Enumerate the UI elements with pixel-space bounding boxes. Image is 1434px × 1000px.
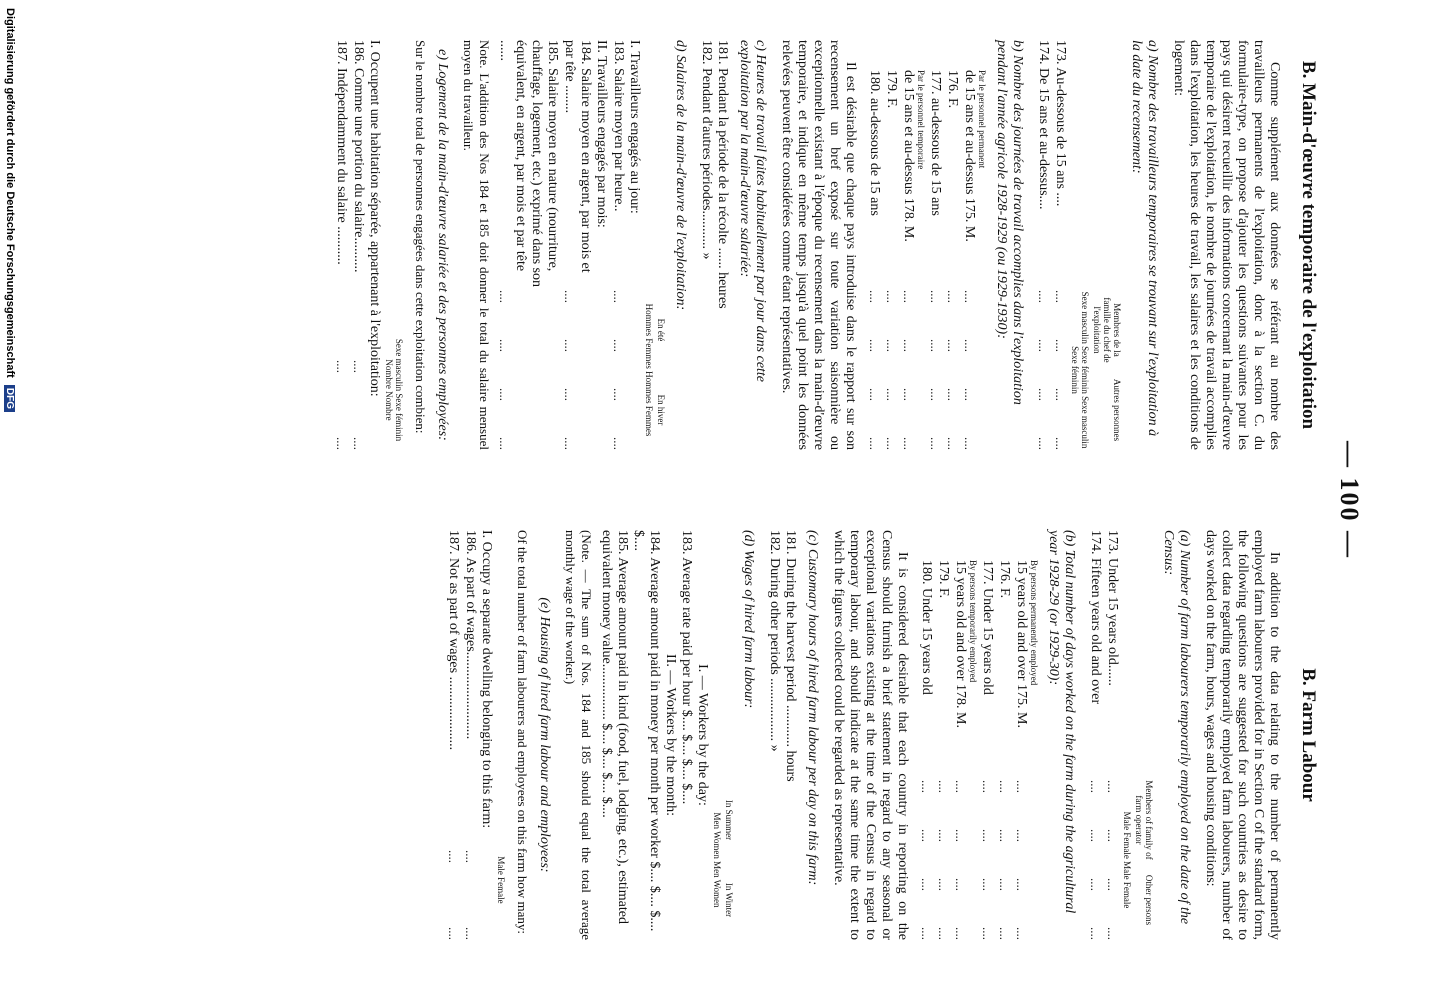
en-q177: 177. Under 15 years old .... .... .... ....	[980, 560, 995, 940]
en-b-perm: By persons permanently employed	[1029, 560, 1039, 686]
page-number: — 100 —	[1335, 441, 1364, 559]
fr-c-heading: c) Heures de travail faites habituellement par jour dans cette exploitation par la main-d'œuvre salariée:	[737, 40, 768, 383]
fr-q175: de 15 ans et au-dessus 175. M. .... .... .... ....	[962, 70, 977, 450]
en-a-col1: Members of family of farm operator	[1134, 780, 1154, 860]
en-q176: 176. F. .... .... .... ....	[997, 560, 1012, 940]
fr-e-i: I. Occupent une habitation séparée, appartenant à l'exploitation:	[367, 40, 382, 397]
fr-e-text: Sur le nombre total de personnes engagées dans cette exploitation combien:	[413, 40, 428, 434]
fr-d-ii: II. Travailleurs engagés par mois:	[594, 40, 609, 228]
fr-q181: 181. Pendant la période de la récolte ...... heures	[715, 40, 730, 309]
en-a-sex: Male Female Male Female	[1122, 811, 1132, 909]
en-d-i: I. — Workers by the day:	[695, 664, 710, 806]
en-q175: 15 years old and over 175. M. .... .... .... ....	[1014, 560, 1029, 940]
fr-q179: 179. F. .... .... .... ....	[884, 70, 899, 450]
en-q179: 179. F. .... .... .... ....	[936, 560, 951, 940]
en-q181: 181. During the harvest period ............ hours	[783, 530, 798, 782]
fr-a-col2: Autres personnes	[1112, 378, 1122, 442]
fr-b-temp: Par le personnel temporaire	[916, 70, 926, 170]
fr-d-note: Note. L'addition des Nos 184 et 185 doit donner le total du salaire mensuel moyen du travailleur.	[461, 40, 492, 450]
en-c-text: It is considered desirable that each country in reporting on the Census should furnish a brief statement in regard to any seasonal or exceptional variations existing at the time of the Census in regard to temporary labour, and should indicate at the same time the extent to which the figures collected could be regarded as representative.	[831, 530, 910, 940]
fr-q185: 185. Salaire moyen en nature (nourriture, chauffage, logement, etc.) exprimé dans son équivalent, en argent, par mois et par tête ...... .... .... .... ....	[497, 40, 560, 450]
fr-d-winter: En hiver	[656, 394, 666, 426]
en-b-heading: (b) Total number of days worked on the farm during the agricultural year 1928-29 (or 1929-30):	[1046, 530, 1077, 914]
fr-d-summer: En été	[656, 318, 666, 342]
en-q174: 174. Fifteen years old and over .... .... .... ....	[1088, 530, 1103, 940]
en-q173: 173. Under 15 years old...... .... .... .... ....	[1105, 530, 1120, 940]
english-intro: In addition to the data relating to the number of permanently employed farm labourers provided for in Section C of the standard form, the following questions are suggested for such countries as desire to collect data regarding temporarily employed farm labourers, number of days worked on the farm, hours, wages and housing conditions:	[1203, 530, 1282, 940]
fr-a-sex: Sexe masculin Sexe féminin Sexe masculin Sexe féminin	[1070, 291, 1090, 449]
en-d-winter: In Winter	[724, 882, 734, 918]
fr-q186: 186. Comme une portion du salaire.......... .... ....	[351, 40, 366, 450]
en-a-col2: Other persons	[1144, 874, 1154, 926]
fr-c-text: Il est désirable que chaque pays introduise dans le rapport sur son recensement un bref exposé sur toute variation saisonnière ou exceptionnelle existant à l'époque du recensement dans la main-d'œuvre temporaire, et indique en même temps jusqu'à quel point les données relevées peuvent être considérées comme étant représentatives.	[779, 40, 858, 450]
en-b-temp: By persons temporarily employed	[968, 560, 978, 683]
fr-q173: 173. Au-dessous de 15 ans .... .... .... .... ....	[1053, 40, 1068, 450]
fr-d-i: I. Travailleurs engagés au jour:	[627, 40, 642, 214]
en-d-ii: II. — Workers by the month:	[663, 654, 678, 816]
en-e-col: Male Female	[496, 856, 506, 904]
fr-q180: 180. au-dessous de 15 ans .... .... .... ....	[867, 70, 882, 450]
fr-q177: 177. au-dessous de 15 ans .... .... .... ....	[928, 70, 943, 450]
en-d-heading: (d) Wages of hired farm labour:	[741, 530, 756, 709]
en-q182: 182. During other periods .................. »	[767, 530, 782, 752]
en-q180: 180. Under 15 years old .... .... .... ....	[919, 560, 934, 940]
fr-a-col1: Membres de la famille du chef de l'exploitation	[1092, 297, 1122, 363]
fr-d-sex: Hommes Femmes Hommes Femmes	[644, 303, 654, 437]
fr-b-heading: b) Nombre des journées de travail accomplies dans l'exploitation pendant l'année agricole 1928-1929 (ou 1929-1930):	[994, 40, 1025, 405]
en-c-heading: (c) Customary hours of hired farm labour per day on this farm:	[805, 530, 820, 886]
french-title: B. Main-d'œuvre temporaire de l'exploitation	[1298, 60, 1319, 430]
fr-q183: 183. Salaire moyen par heure.. .... .... .... ....	[611, 40, 626, 450]
en-q183: 183. Average rate paid per hour $.... $.... $.... $....	[679, 530, 694, 805]
fr-q184: 184. Salaire moyen en argent, par mois et par tête ........ .... .... .... ....	[562, 40, 593, 450]
en-e-text: Of the total number of farm labourers and employees on this farm how many:	[515, 530, 530, 934]
fr-q176: 176. F. .... .... .... ....	[945, 70, 960, 450]
en-q186: 186. As part of wages......................... .... ....	[463, 530, 478, 940]
fr-e-heading: e) Logement de la main-d'œuvre salariée et des personnes employées:	[435, 49, 450, 441]
en-q185: 185. Average amount paid in kind (food, fuel, lodging, etc.), estimated equivalent money value................ $.... $.... $.... $....	[599, 530, 630, 924]
en-d-summer: In Summer	[724, 799, 734, 841]
en-a-heading: (a) Number of farm labourers temporarily employed on the date of the Census:	[1161, 530, 1192, 925]
fr-b-perm: Par le personnel permanent	[977, 70, 987, 169]
english-title: B. Farm Labour	[1298, 668, 1319, 802]
en-q184: 184. Average amount paid in money per month per worker $.... $.... $.... $....	[631, 530, 662, 932]
fr-e-col: Sexe masculin Sexe féminin Nombre Nombre	[384, 338, 404, 442]
en-d-sex: Men Women Men Women	[712, 812, 722, 908]
fr-a-heading: a) Nombre des travailleurs temporaires se trouvant sur l'exploitation à la date du recensement:	[1129, 40, 1160, 437]
fr-d-heading: d) Salaires de la main-d'œuvre de l'exploitation:	[673, 40, 688, 311]
en-q187: 187. Not as part of wages ..................... .... ....	[446, 530, 461, 940]
en-q178: 15 years old and over 178. M. .... .... .... ....	[953, 560, 968, 940]
dfg-logo: DFG	[4, 385, 15, 412]
fr-q178: de 15 ans et au-dessus 178. M. .... .... .... ....	[901, 70, 916, 450]
fr-q187: 187. Indépendamment du salaire ........... .... ....	[334, 40, 349, 450]
en-e-i: I. Occupy a separate dwelling belonging to this farm:	[479, 530, 494, 829]
english-column	[444, 530, 1319, 940]
en-d-note: (Note. — The sum of Nos. 184 and 185 should equal the total average monthly wage of the worker.)	[563, 530, 594, 940]
fr-q174: 174. De 15 ans et au-dessus.... .... .... .... ....	[1036, 40, 1051, 450]
footer-text: Digitalisierung gefördert durch die Deutsche Forschungsgemeinschaft	[4, 8, 16, 378]
digitization-footer	[4, 8, 16, 412]
fr-q182: 182. Pendant d'autres périodes........... »	[699, 40, 714, 260]
french-intro: Comme supplément aux données se référant au nombre des travailleurs permanents de l'exploitation, donc à la section C. du formulaire-type, on propose d'ajouter les questions suivantes pour les pays qui désirent recueillir des informations concernant la main-d'œuvre temporaire de l'exploitation, le nombre de journées de travail accomplies dans l'exploitation, les heures de travail, les salaires et les conditions de logement:	[1171, 40, 1282, 450]
en-e-heading: (e) Housing of hired farm labour and employees:	[537, 597, 552, 873]
french-column	[332, 40, 1319, 450]
